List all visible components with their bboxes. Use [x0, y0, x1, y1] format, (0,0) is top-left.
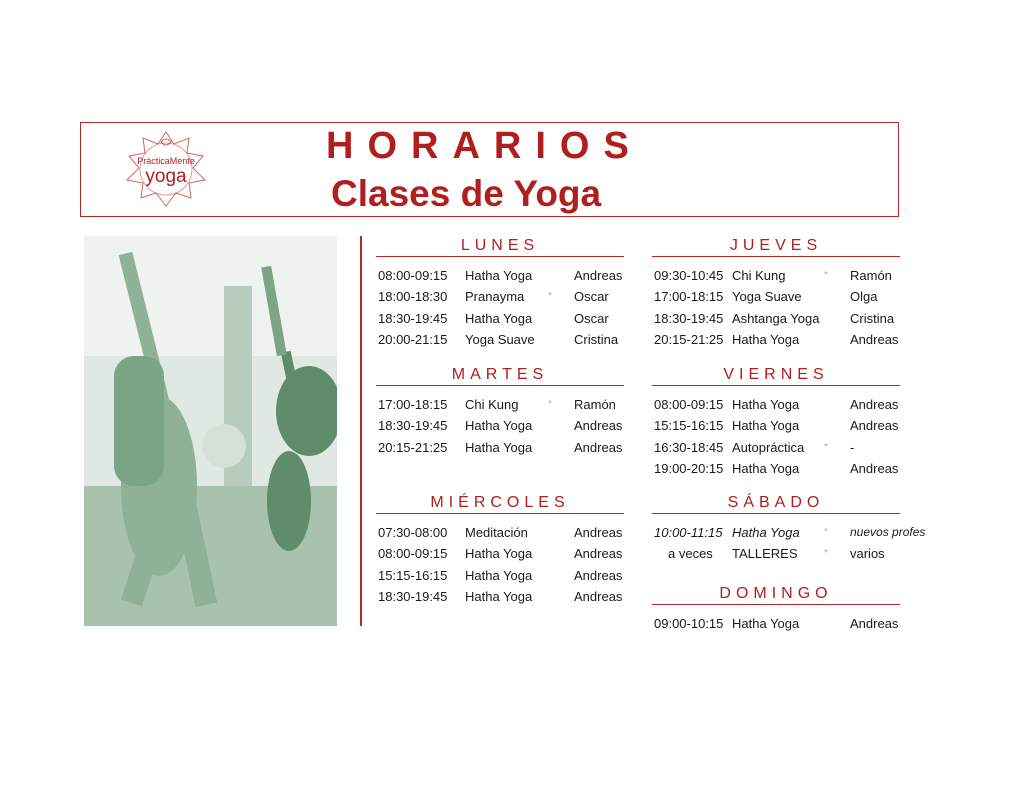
class-name: Autopráctica: [732, 439, 805, 455]
class-name: Hatha Yoga: [465, 439, 533, 455]
schedule-row: [376, 394, 624, 415]
teacher-name: Andreas: [850, 460, 899, 476]
class-name: Hatha Yoga: [465, 268, 533, 283]
class-time: 18:30-19:45: [378, 588, 448, 604]
class-time: 15:15-16:15: [378, 567, 448, 583]
header-box: [80, 122, 899, 217]
vertical-divider: [360, 236, 362, 626]
schedule-row: [376, 543, 624, 564]
schedule-row: [376, 308, 624, 329]
schedule-row: [652, 522, 926, 543]
class-time: 09:30-10:45: [654, 268, 724, 283]
page-subtitle: Clases de Yoga: [331, 173, 602, 214]
class-name: Hatha Yoga: [465, 418, 533, 434]
class-time: 17:00-18:15: [378, 397, 448, 412]
note-marker: *: [824, 548, 828, 560]
class-time: 20:15-21:25: [378, 439, 448, 455]
class-name: Hatha Yoga: [732, 418, 800, 434]
class-name: Hatha Yoga: [732, 460, 800, 476]
day-lunes: [376, 236, 624, 350]
day-title: JUEVES: [652, 236, 900, 257]
day-title: SÁBADO: [652, 493, 900, 514]
lotus-mandala-icon: [121, 130, 211, 210]
day-title: LUNES: [376, 236, 624, 257]
day-martes: [376, 365, 624, 458]
schedule-row: [652, 265, 900, 286]
teacher-name: Andreas: [574, 546, 623, 562]
teacher-name: Andreas: [574, 588, 623, 604]
schedule-row: [652, 329, 900, 350]
schedule-row: [376, 329, 624, 350]
class-name: Yoga Suave: [732, 289, 802, 305]
class-time: 18:30-19:45: [378, 418, 448, 434]
class-name: Hatha Yoga: [732, 616, 800, 631]
schedule-row: [376, 522, 624, 543]
teacher-name: Andreas: [574, 525, 623, 540]
class-time: 15:15-16:15: [654, 418, 724, 434]
schedule-row: [376, 265, 624, 286]
class-name: Hatha Yoga: [465, 567, 533, 583]
class-time: 09:00-10:15: [654, 616, 724, 631]
teacher-name: Andreas: [574, 567, 623, 583]
day-title: MARTES: [376, 365, 624, 386]
class-time: 19:00-20:15: [654, 460, 724, 476]
teacher-name: Oscar: [574, 310, 609, 326]
class-time: 10:00-11:15: [654, 525, 723, 540]
class-name: TALLERES: [732, 546, 798, 562]
day-jueves: [652, 236, 900, 350]
note-marker: *: [548, 291, 552, 303]
teacher-name: Cristina: [850, 310, 895, 326]
page-title: HORARIOS: [326, 125, 643, 167]
teacher-name: -: [850, 439, 855, 455]
teacher-name: Andreas: [574, 268, 623, 283]
schedule-row: [376, 286, 624, 307]
schedule-row: [652, 543, 900, 564]
class-time: 18:30-19:45: [654, 310, 724, 326]
teacher-name: Andreas: [574, 418, 623, 434]
teacher-name: Andreas: [850, 418, 899, 434]
class-time: 20:00-21:15: [378, 331, 448, 347]
teacher-name: Ramón: [850, 268, 892, 283]
schedule-row: [376, 565, 624, 586]
day-viernes: [652, 365, 900, 479]
class-time: 07:30-08:00: [378, 525, 448, 540]
schedule-row: [652, 437, 900, 458]
schedule-row: [652, 613, 900, 634]
day-sabado: [652, 493, 926, 565]
class-name: Pranayma: [465, 289, 525, 305]
schedule-row: [376, 415, 624, 436]
yoga-class-photo: [84, 236, 337, 626]
class-time: 16:30-18:45: [654, 439, 724, 455]
teacher-name: Oscar: [574, 289, 609, 305]
day-miercoles: [376, 493, 624, 607]
class-time: 20:15-21:25: [654, 331, 724, 347]
class-time: 18:30-19:45: [378, 310, 448, 326]
teacher-name: varios: [850, 546, 885, 562]
schedule-row: [652, 415, 900, 436]
note-marker: *: [548, 399, 552, 410]
yoga-logo: [121, 130, 211, 210]
schedule-row: [652, 308, 900, 329]
schedule-row: [652, 394, 900, 415]
class-time: a veces: [668, 546, 713, 562]
class-name: Chi Kung: [732, 268, 786, 283]
class-name: Hatha Yoga: [465, 310, 533, 326]
class-time: 18:00-18:30: [378, 289, 448, 305]
class-time: 08:00-09:15: [378, 546, 448, 562]
teacher-name: Andreas: [850, 397, 899, 412]
teacher-name: Andreas: [850, 331, 899, 347]
class-name: Chi Kung: [465, 397, 519, 412]
schedule-row: [376, 437, 624, 458]
day-title: VIERNES: [652, 365, 900, 386]
note-marker: *: [824, 441, 828, 453]
logo-text-practicamente: PrácticaMente: [137, 156, 195, 166]
day-domingo: [652, 584, 900, 634]
class-name: Hatha Yoga: [732, 397, 800, 412]
class-name: Hatha Yoga: [732, 331, 800, 347]
class-time: 08:00-09:15: [378, 268, 448, 283]
class-name: Hatha Yoga: [465, 546, 533, 562]
day-title: DOMINGO: [652, 584, 900, 605]
note-marker: *: [824, 270, 828, 281]
schedule-row: [652, 286, 900, 307]
class-name: Hatha Yoga: [465, 588, 533, 604]
day-title: MIÉRCOLES: [376, 493, 624, 514]
class-time: 08:00-09:15: [654, 397, 724, 412]
class-time: 17:00-18:15: [654, 289, 724, 305]
teacher-name: Ramón: [574, 397, 616, 412]
class-name: Yoga Suave: [465, 331, 535, 347]
logo-text-yoga: yoga: [145, 166, 187, 187]
class-name: Meditación: [465, 525, 528, 540]
teacher-name: Andreas: [850, 616, 899, 631]
class-name: Ashtanga Yoga: [732, 310, 820, 326]
schedule-row: [376, 586, 624, 607]
teacher-name: Andreas: [574, 439, 623, 455]
note-marker: *: [824, 527, 828, 538]
teacher-name: nuevos profes: [850, 525, 926, 539]
teacher-name: Cristina: [574, 331, 619, 347]
class-name: Hatha Yoga: [732, 525, 800, 540]
teacher-name: Olga: [850, 289, 878, 305]
schedule-row: [652, 458, 900, 479]
